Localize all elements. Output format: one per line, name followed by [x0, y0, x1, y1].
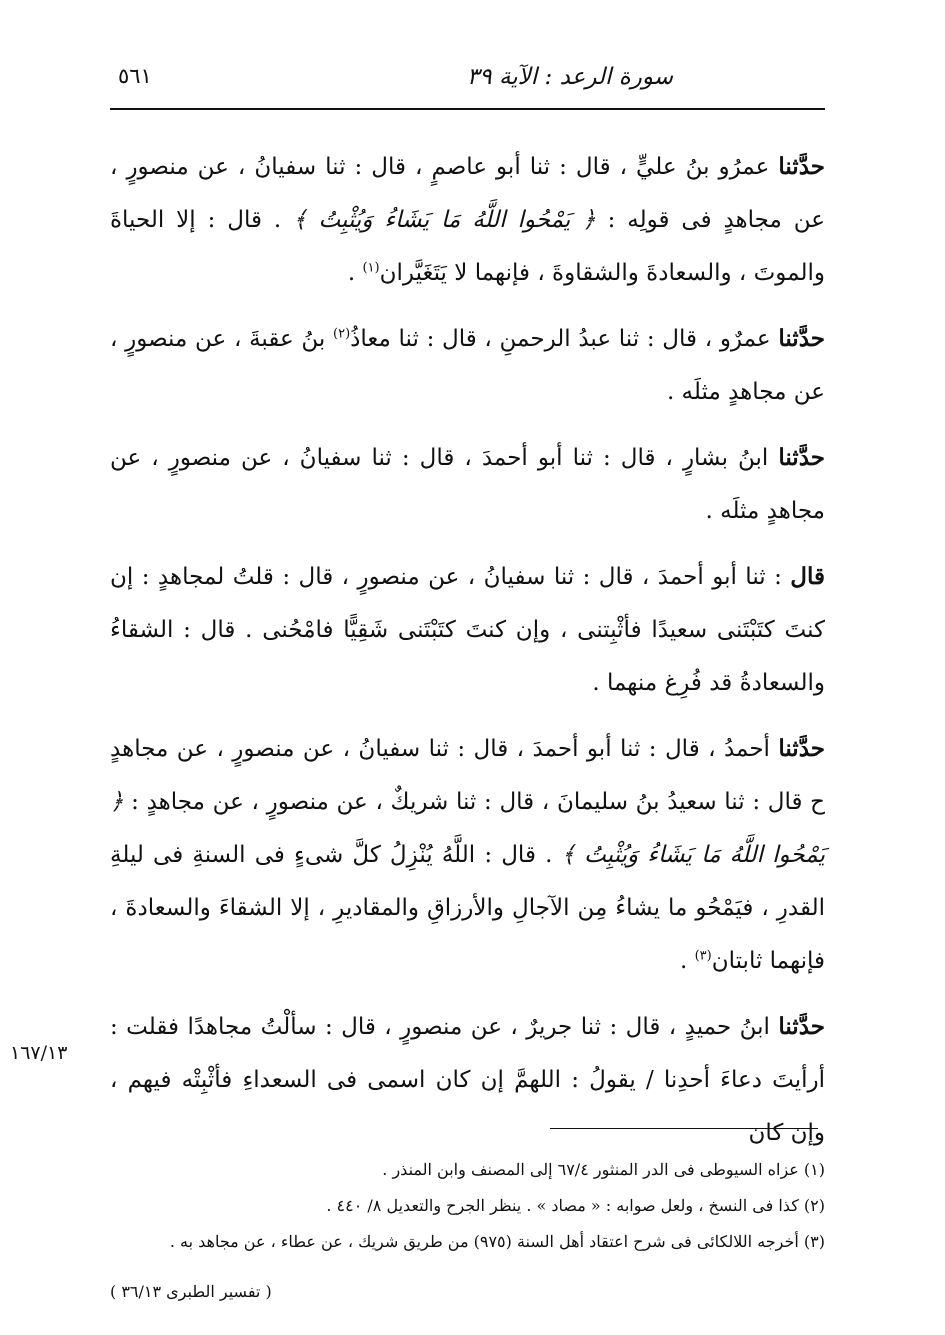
quran-verse: ﴿ يَمْحُوا اللَّهُ مَا يَشَاءُ وَيُثْبِتُ ﴾	[293, 207, 596, 233]
text-segment: : ثنا أبو أحمدَ ، قال : ثنا سفيانُ ، عن منصورٍ ، قال : قلتُ لمجاهدٍ : إن كنتَ كتَبْتَنى سعيدًا فأثْبِتنى ، وإن كنتَ كتَبْتَنى شَقِيًّا فامْحُنى . قال : الشقاءُ والسعادةُ قد فُرِغ منهما .	[110, 564, 825, 696]
text-segment: عمرُو بنُ عليٍّ ، قال : ثنا أبو عاصمٍ ، قال : ثنا سفيانُ ، عن منصورٍ ، عن مجاهدٍ فى قولِه :	[110, 154, 825, 233]
text-segment: ابنُ بشارٍ ، قال : ثنا أبو أحمدَ ، قال : ثنا سفيانُ ، عن منصورٍ ، عن مجاهدٍ مثلَه .	[110, 445, 825, 524]
text-segment: .	[347, 260, 363, 286]
narration-lead: حدَّثنا	[778, 1013, 825, 1040]
narration-lead: حدَّثنا	[778, 153, 825, 180]
footnote: (٢) كذا فى النسخ ، ولعل صوابه : « مصاد » . ينظر الجرح والتعديل ٨/ ٤٤٠ .	[326, 1196, 825, 1215]
text-segment: . قال : اللَّهُ يُنْزِلُ كلَّ شىءٍ فى السنةِ فى ليلةِ القدرِ ، فيَمْحُو ما يشاءُ مِن الآجالِ والأرزاقِ والمقاديرِ ، إلا الشقاءَ والسعادةَ ، فإنهما ثابتان	[110, 842, 825, 974]
hadith-paragraph	[110, 1000, 825, 1160]
text-segment: ابنُ حميدٍ ، قال : ثنا جريرٌ ، عن منصورٍ ، قال : سألْتُ مجاهدًا فقلت : أرأيتَ دعاءَ أحدِنا / يقولُ : اللهمَّ إن كان اسمى فى السعداءِ فأثْبِتْه فيهم ، وإن كان	[110, 1014, 825, 1146]
page-number: ٥٦١	[118, 64, 152, 88]
hadith-paragraph	[110, 550, 825, 710]
footnote-ref[interactable]: (٢)	[333, 326, 351, 342]
page-title: سورة الرعد : الآية ٣٩	[466, 64, 674, 90]
narration-lead: حدَّثنا	[778, 325, 825, 352]
hadith-paragraph	[110, 722, 825, 988]
hadith-paragraph	[110, 312, 825, 419]
main-text	[110, 140, 825, 1172]
narration-lead: قال	[790, 563, 825, 590]
text-segment: . قال : إلا الحياةَ والموتَ ، والسعادةَ والشقاوةَ ، فإنهما لا يَتَغَيَّران	[110, 207, 825, 286]
footnote: (٣) أخرجه اللالكائى فى شرح اعتقاد أهل السنة (٩٧٥) من طريق شريك ، عن عطاء ، عن مجاهد به .	[169, 1232, 825, 1251]
footnote-ref[interactable]: (١)	[362, 260, 380, 276]
narration-lead: حدَّثنا	[778, 444, 825, 471]
hadith-paragraph	[110, 431, 825, 538]
page-header	[110, 58, 825, 110]
hadith-paragraph	[110, 140, 825, 300]
quran-verse: ﴿ يَمْحُوا اللَّهُ مَا يَشَاءُ وَيُثْبِتُ ﴾	[110, 789, 825, 868]
footnote-ref[interactable]: (٣)	[694, 948, 712, 964]
text-segment: عمرٌو ، قال : ثنا عبدُ الرحمنِ ، قال : ثنا معاذُ	[350, 326, 779, 352]
text-segment: أحمدُ ، قال : ثنا أبو أحمدَ ، قال : ثنا سفيانُ ، عن منصورٍ ، عن مجاهدٍ ح قال : ثنا سعيدُ بنُ سليمانَ ، قال : ثنا شريكٌ ، عن منصورٍ ، عن مجاهدٍ :	[110, 736, 825, 815]
footnote-separator	[550, 1128, 818, 1129]
narration-lead: حدَّثنا	[778, 735, 825, 762]
footnotes	[110, 1152, 825, 1260]
footnote: (١) عزاه السيوطى فى الدر المنثور ٦٧/٤ إلى المصنف وابن المنذر .	[382, 1160, 825, 1179]
marginal-reference: ١٦٧/١٣	[10, 1042, 68, 1064]
text-segment: بنُ عقبةَ ، عن منصورٍ ، عن مجاهدٍ مثلَه .	[110, 326, 825, 405]
footer-credit: ( تفسير الطبرى ٣٦/١٣ )	[110, 1282, 272, 1301]
text-segment: .	[679, 948, 695, 974]
